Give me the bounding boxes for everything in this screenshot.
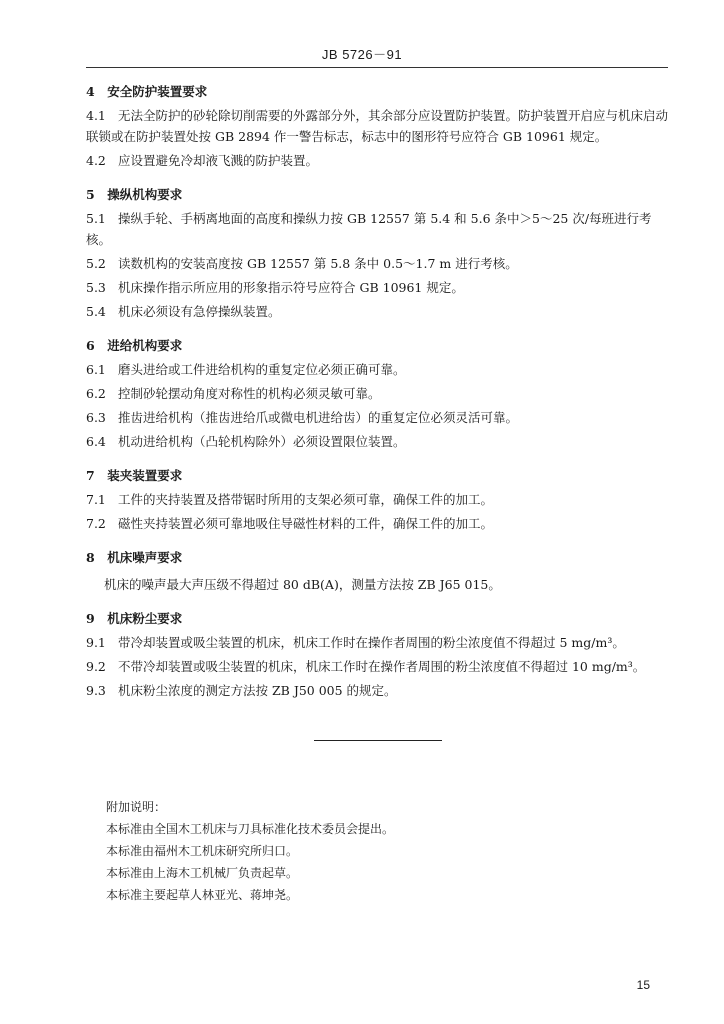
clause-7-2 [86, 513, 674, 534]
clause-text: 工件的夹持装置及搭带锯时所用的支架必须可靠，确保工件的加工。 [118, 492, 494, 507]
section-5 [86, 185, 674, 322]
page-number: 15 [636, 978, 650, 992]
section-title: 7 装夹装置要求 [86, 468, 183, 483]
clause-text: 不带冷却装置或吸尘装置的机床，机床工作时在操作者周围的粉尘浓度值不得超过 10 mg/m³。 [118, 659, 646, 674]
clause-6-4 [86, 431, 674, 452]
section-title: 6 进给机构要求 [86, 338, 183, 353]
notes-line: 本标准由福州木工机床研究所归口。 [106, 844, 299, 858]
clause-5-1 [86, 208, 674, 250]
section-4 [86, 82, 674, 171]
noise-paragraph: 机床的噪声最大声压级不得超过 80 dB(A)，测量方法按 ZB J65 015。 [104, 577, 501, 592]
clause-number: 4.1 [86, 108, 106, 123]
clause-text: 带冷却装置或吸尘装置的机床，机床工作时在操作者周围的粉尘浓度值不得超过 5 mg/m³。 [118, 635, 625, 650]
section-title: 9 机床粉尘要求 [86, 611, 183, 626]
clause-number: 7.1 [86, 492, 106, 507]
additional-notes [106, 796, 394, 906]
clause-text: 机动进给机构（凸轮机构除外）必须设置限位装置。 [118, 434, 406, 449]
clause-text: 应设置避免冷却液飞溅的防护装置。 [118, 153, 319, 168]
clause-text: 磁性夹持装置必须可靠地吸住导磁性材料的工件，确保工件的加工。 [118, 516, 494, 531]
header-rule [86, 67, 668, 68]
clause-text: 机床操作指示所应用的形象指示符号应符合 GB 10961 规定。 [118, 280, 464, 295]
clause-6-1 [86, 359, 674, 380]
clause-number: 4.2 [86, 153, 106, 168]
clause-text: 控制砂轮摆动角度对称性的机构必须灵敏可靠。 [118, 386, 381, 401]
document-body [86, 82, 674, 715]
clause-number: 9.2 [86, 659, 106, 674]
section-8 [86, 548, 674, 595]
notes-line: 本标准由全国木工机床与刀具标准化技术委员会提出。 [106, 822, 395, 836]
section-7 [86, 466, 674, 534]
clause-number: 6.4 [86, 434, 106, 449]
section-6 [86, 336, 674, 452]
notes-line: 本标准由上海木工机械厂负责起草。 [106, 866, 299, 880]
clause-number: 6.2 [86, 386, 106, 401]
clause-number: 6.1 [86, 362, 106, 377]
clause-6-3 [86, 407, 674, 428]
clause-text: 机床粉尘浓度的测定方法按 ZB J50 005 的规定。 [118, 683, 397, 698]
clause-9-2 [86, 656, 674, 677]
end-divider [314, 740, 442, 741]
clause-9-3 [86, 680, 674, 701]
clause-4-2 [86, 150, 674, 171]
clause-7-1 [86, 489, 674, 510]
clause-text: 磨头进给或工件进给机构的重复定位必须正确可靠。 [118, 362, 406, 377]
clause-text: 无法全防护的砂轮除切削需要的外露部分外，其余部分应设置防护装置。防护装置开启应与机床启动联锁或在防护装置处按 GB 2894 作一警告标志，标志中的图形符号应符合 GB 10961 规定。 [86, 108, 669, 144]
document-code: JB 5726－91 [321, 47, 403, 62]
clause-number: 5.1 [86, 211, 106, 226]
clause-text: 推齿进给机构（推齿进给爪或微电机进给齿）的重复定位必须灵活可靠。 [118, 410, 519, 425]
section-title: 8 机床噪声要求 [86, 550, 183, 565]
clause-5-3 [86, 277, 674, 298]
clause-number: 7.2 [86, 516, 106, 531]
clause-text: 机床必须设有急停操纵装置。 [118, 304, 281, 319]
clause-number: 9.1 [86, 635, 106, 650]
clause-number: 5.2 [86, 256, 106, 271]
notes-line: 本标准主要起草人林亚光、蒋坤尧。 [106, 888, 299, 902]
clause-number: 5.3 [86, 280, 106, 295]
clause-4-1 [86, 105, 674, 147]
clause-5-2 [86, 253, 674, 274]
clause-number: 6.3 [86, 410, 106, 425]
section-9 [86, 609, 674, 701]
clause-5-4 [86, 301, 674, 322]
clause-text: 读数机构的安装高度按 GB 12557 第 5.8 条中 0.5～1.7 m 进行考核。 [118, 256, 518, 271]
clause-9-1 [86, 632, 674, 653]
clause-number: 5.4 [86, 304, 106, 319]
section-title: 5 操纵机构要求 [86, 187, 183, 202]
clause-number: 9.3 [86, 683, 106, 698]
section-title: 4 安全防护装置要求 [86, 84, 208, 99]
clause-6-2 [86, 383, 674, 404]
notes-heading: 附加说明： [106, 800, 167, 814]
clause-text: 操纵手轮、手柄离地面的高度和操纵力按 GB 12557 第 5.4 和 5.6 条中＞5～25 次/每班进行考核。 [86, 211, 652, 247]
